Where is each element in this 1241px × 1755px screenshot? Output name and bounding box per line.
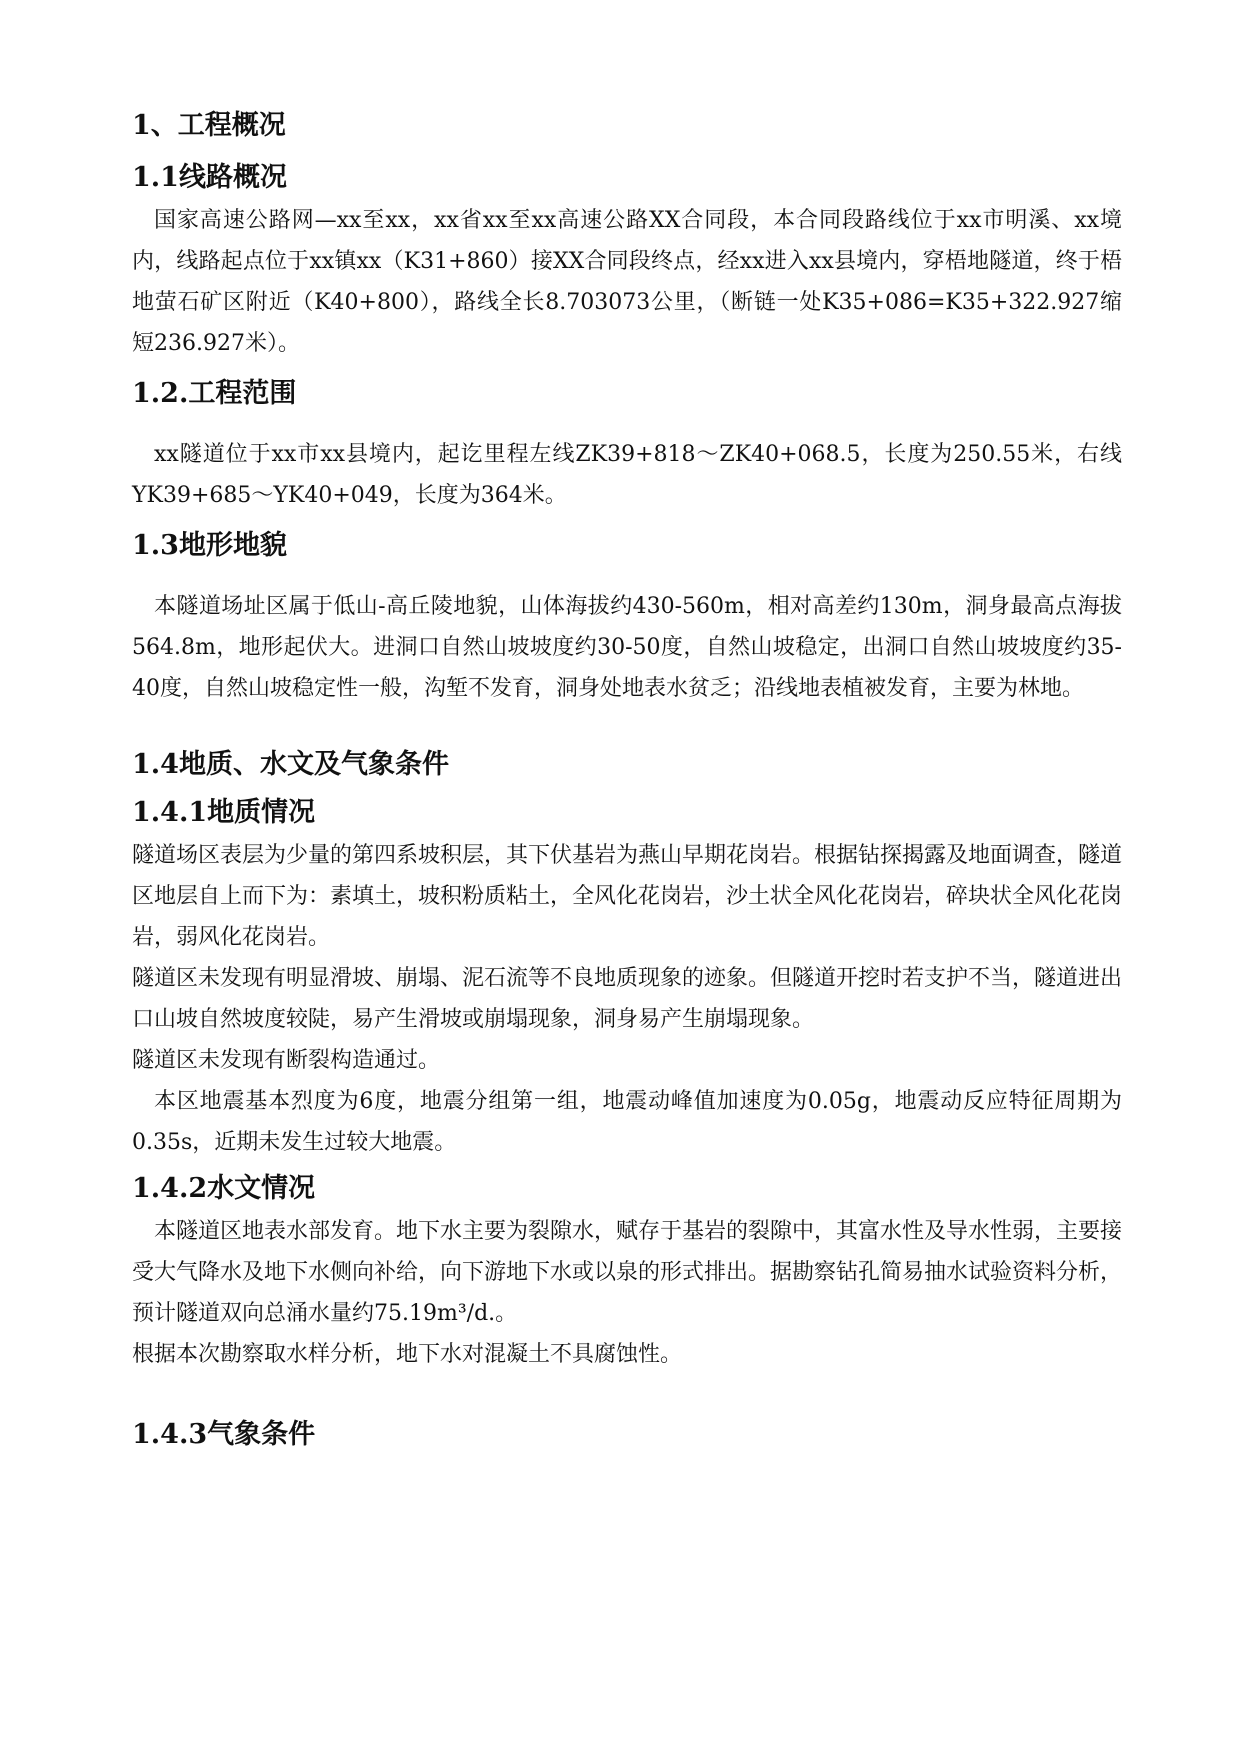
paragraph-topography: 本隧道场址区属于低山-高丘陵地貌，山体海拔约430-560m，相对高差约130m，洞身最高点海拔564.8m，地形起伏大。进洞口自然山坡坡度约30-50度，自然山坡稳定，出洞口自然山坡坡度约35-40度，自然山坡稳定性一般，沟堑不发育，洞身处地表水贫乏；沿线地表植被发育，主要为林地。 (132, 594, 1122, 701)
section-heading-1-1: 1.1线路概况 (132, 162, 287, 193)
paragraph-project-scope: xx隧道位于xx市xx县境内，起讫里程左线ZK39+818～ZK40+068.5，长度为250.55米，右线YK39+685～YK40+049，长度为364米。 (132, 442, 1122, 508)
paragraph-seismic: 本区地震基本烈度为6度，地震分组第一组，地震动峰值加速度为0.05g，地震动反应特征周期为0.35s，近期未发生过较大地震。 (132, 1089, 1122, 1155)
section-heading-1-4-2: 1.4.2水文情况 (132, 1173, 316, 1204)
paragraph-geology-1: 隧道场区表层为少量的第四系坡积层，其下伏基岩为燕山早期花岗岩。根据钻探揭露及地面调查，隧道区地层自上而下为：素填土，坡积粉质粘土，全风化花岗岩，沙土状全风化花岗岩，碎块状全风化花岗岩，弱风化花岗岩。 (132, 843, 1123, 950)
section-heading-1-2: 1.2.工程范围 (132, 378, 297, 409)
paragraph-hydrology-1: 本隧道区地表水部发育。地下水主要为裂隙水，赋存于基岩的裂隙中，其富水性及导水性弱，主要接受大气降水及地下水侧向补给，向下游地下水或以泉的形式排出。据勘察钻孔简易抽水试验资料分析，预计隧道双向总涌水量约75.19m³/d.。 (132, 1219, 1123, 1326)
paragraph-route-overview: 国家高速公路网—xx至xx，xx省xx至xx高速公路XX合同段，本合同段路线位于xx市明溪、xx境内，线路起点位于xx镇xx（K31+860）接XX合同段终点，经xx进入xx县境内，穿梧地隧道，终于梧地萤石矿区附近（K40+800），路线全长8.703073公里，（断链一处K35+086=K35+322.927缩短236.927米）。 (132, 208, 1122, 356)
paragraph-geology-2: 隧道区未发现有明显滑坡、崩塌、泥石流等不良地质现象的迹象。但隧道开挖时若支护不当，隧道进出口山坡自然坡度较陡，易产生滑坡或崩塌现象，洞身易产生崩塌现象。 (132, 966, 1123, 1032)
paragraph-hydrology-2: 根据本次勘察取水样分析，地下水对混凝土不具腐蚀性。 (132, 1342, 683, 1367)
section-heading-1-4-3: 1.4.3气象条件 (132, 1419, 316, 1450)
section-heading-1-3: 1.3地形地貌 (132, 530, 287, 561)
section-heading-1: 1、工程概况 (132, 110, 286, 141)
paragraph-geology-3: 隧道区未发现有断裂构造通过。 (132, 1048, 441, 1073)
section-heading-1-4-1: 1.4.1地质情况 (132, 797, 316, 828)
section-heading-1-4: 1.4地质、水文及气象条件 (132, 749, 449, 780)
document-body (132, 100, 1122, 1457)
